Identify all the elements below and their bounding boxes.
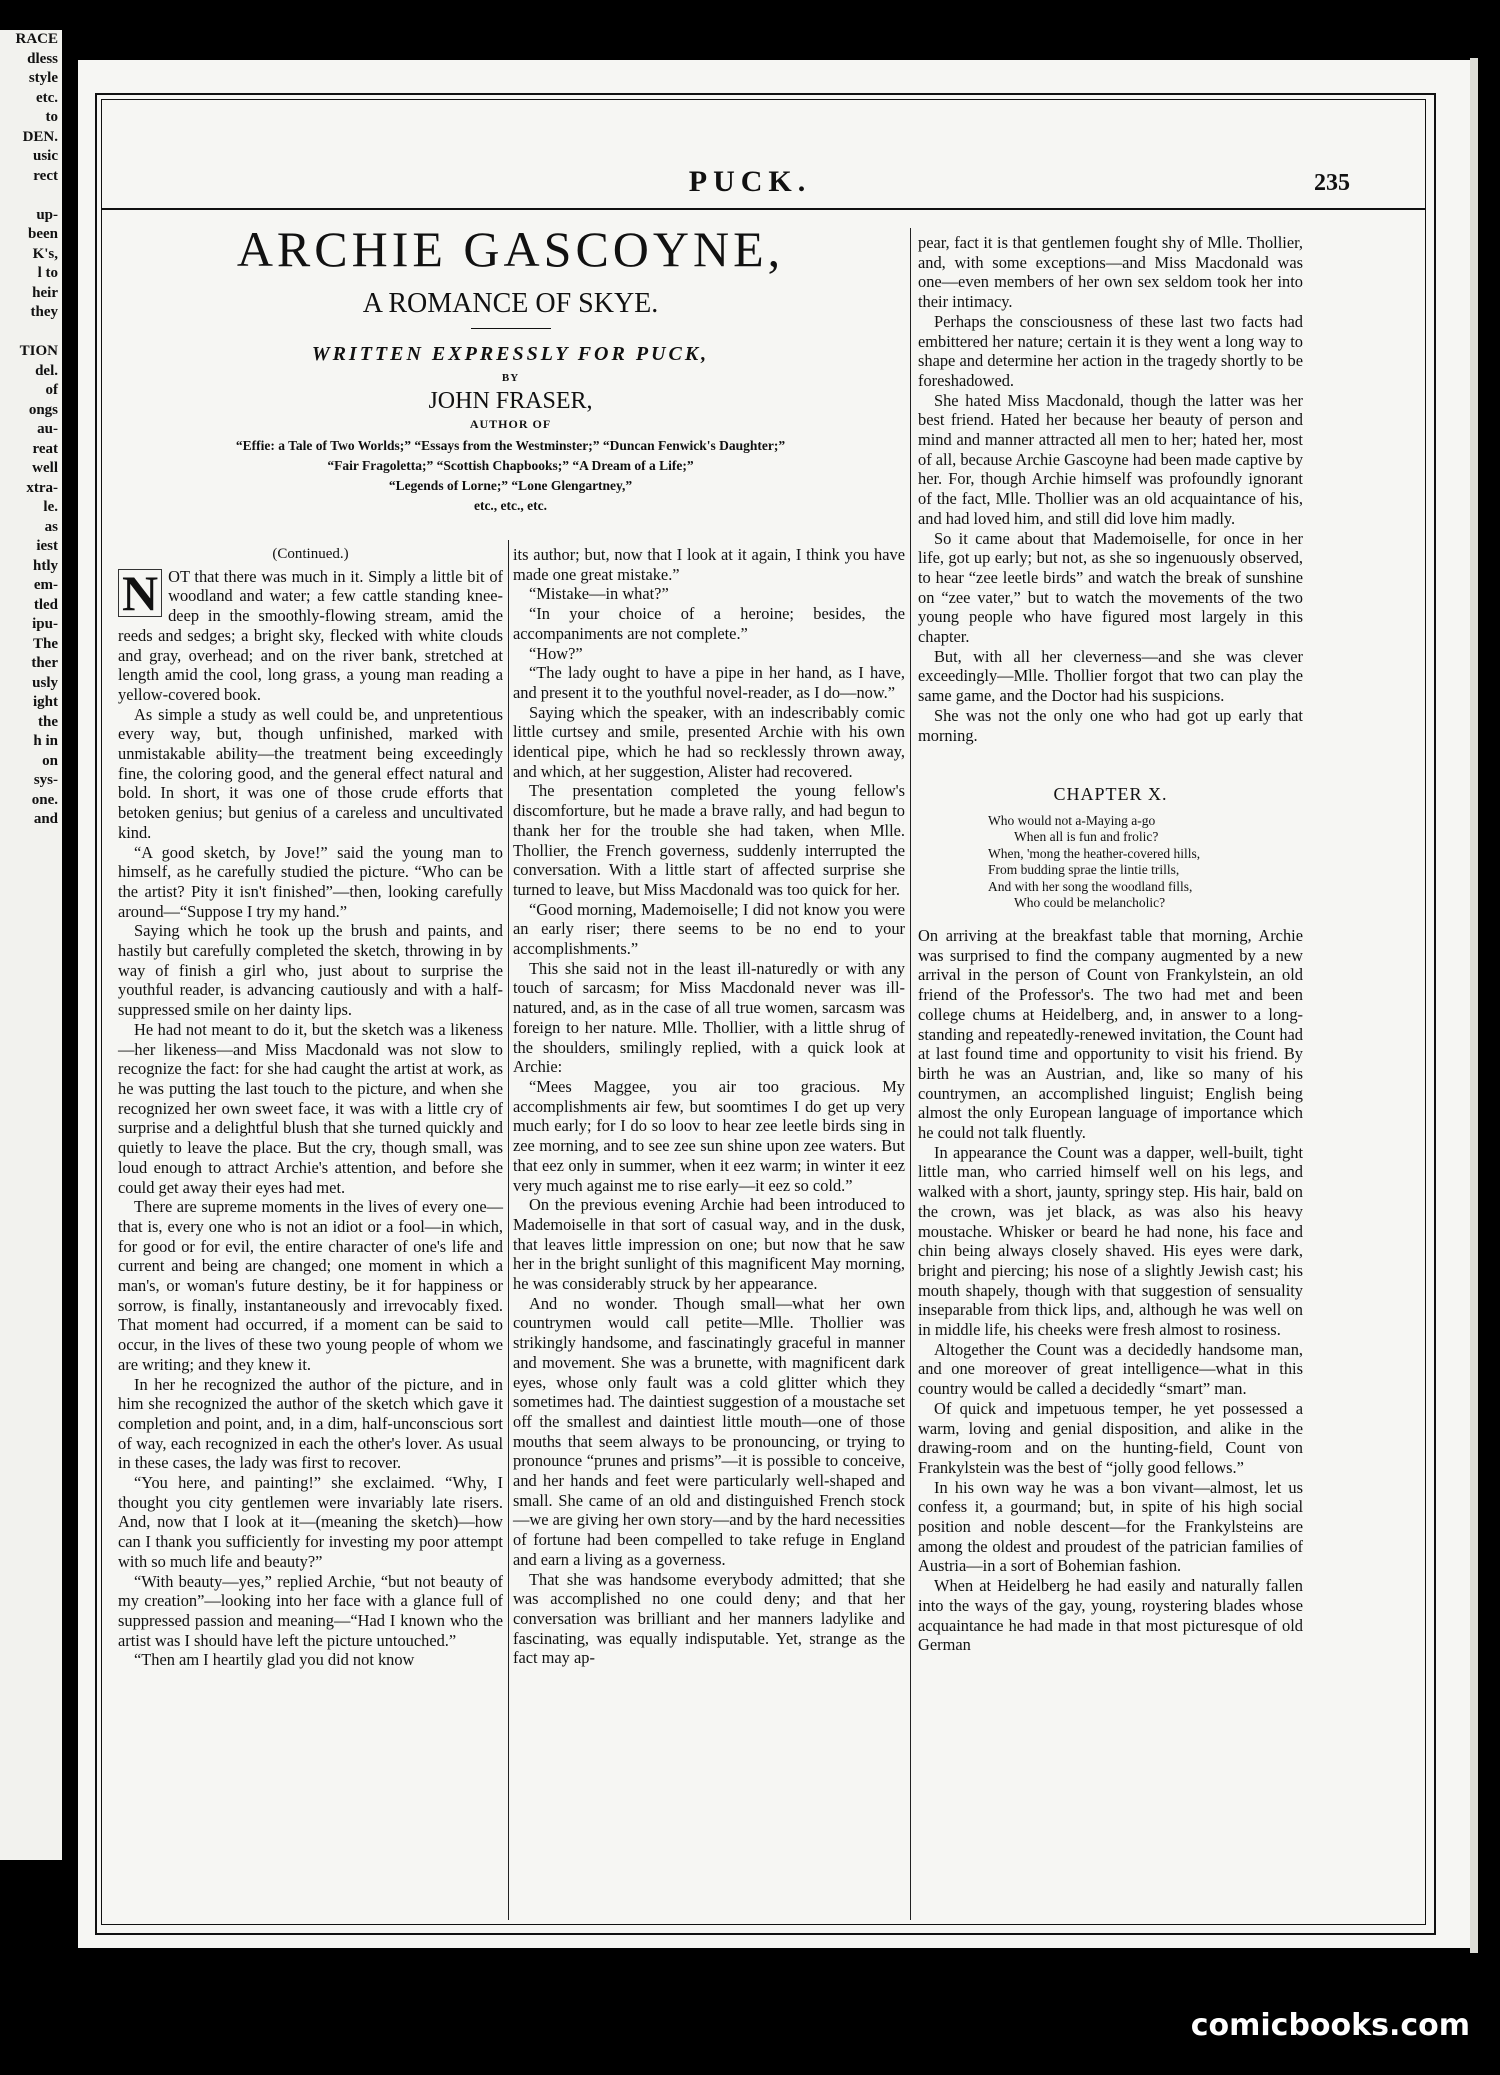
strip-line: htly xyxy=(32,557,58,574)
paragraph: “Mistake—in what?” xyxy=(529,584,669,604)
strip-line: heir xyxy=(32,284,58,301)
strip-line: on xyxy=(42,752,58,769)
strip-line: of xyxy=(45,382,58,398)
paragraph: She was not the only one who had got up early that morning. xyxy=(918,705,1303,745)
paragraph: “A good sketch, by Jove!” said the young man to himself, as he carefully studied the picture. “Who can be the artist? Pity it isn't finished”—then, looking carefully around—“Suppose I try my hand.” xyxy=(118,842,503,921)
author-works xyxy=(118,436,903,516)
strip-line: usic xyxy=(32,148,58,164)
paragraph: On arriving at the breakfast table that morning, Archie was surprised to find the company augmented by a new arrival in the person of Count von Frankylstein, an old friend of the Professor's. The two had met and been college chums at Heidelberg, and, in answer to a long-standing and repeatedly-renewed invitation, the Count had at last found time and opportunity to visit his friend. By birth he was an Austrian, and, like so many of his countrymen, an accomplished linguist; English being almost the only European language of importance which he could not talk fluently. xyxy=(918,925,1303,1143)
paragraph xyxy=(118,564,503,705)
paragraph: “How?” xyxy=(529,643,583,663)
column-2 xyxy=(513,545,905,1668)
author-of: AUTHOR OF xyxy=(469,417,552,431)
strip-line: etc. xyxy=(35,89,58,106)
strip-line: DEN. xyxy=(22,128,58,145)
strip-line: ight xyxy=(32,694,58,710)
paragraph: This she said not in the least ill-naturedly or with any touch of sarcasm; for Miss Macdonald never was ill-natured, and, as in the case of all true women, sarcasm was foreign to her nature. Mlle. Thollier, with a little shrug of the shoulders, smilingly replied, with a quick look at Archie: xyxy=(513,958,905,1077)
written-for: WRITTEN EXPRESSLY FOR PUCK, xyxy=(311,343,710,365)
article-title: ARCHIE GASCOYNE, xyxy=(236,221,785,277)
strip-line: and xyxy=(33,811,58,827)
strip-line: K's, xyxy=(32,245,58,262)
paragraph: “Then am I heartily glad you did not know xyxy=(134,1650,415,1670)
article-header xyxy=(118,210,903,516)
paragraph: “You here, and painting!” she exclaimed. “Why, I thought you city gentlemen were invariably late risers. And, now that I look at it—(meaning the sketch)—how can I thank you sufficiently for investing my poor attempt with so much life and beauty?” xyxy=(118,1473,503,1571)
paragraph: Saying which the speaker, with an indescribably comic little curtsey and smile, presented Archie with his own identical pipe, which he had so recklessly thrown away, and which, at her suggestion, Alister had recovered. xyxy=(513,702,905,781)
article-subtitle: A ROMANCE OF SKYE. xyxy=(362,288,659,319)
strip-line: ongs xyxy=(28,401,58,418)
paragraph: So it came about that Mademoiselle, for once in her life, got up early; but not, as she so ingenuously observed, to hear “zee leetle birds” and watch the break of sunshine on “zee vater,” but to watch the movements of the two young people who have figured most largely in this chapter. xyxy=(918,528,1303,647)
paragraph: There are supreme moments in the lives of every one—that is, every one who is not an idiot or a fool—in which, for good or for evil, the entire character of one's life and current and being are changed; one moment in which a man's, or woman's future destiny, be it for happiness or sorrow, is finally, instantaneously and irrevocably fixed. That moment had occurred, if a moment can be said to occur, in the lives of these two young people of whom we are writing; and they knew it. xyxy=(118,1197,503,1374)
poem-line: From budding sprae the lintie trills, xyxy=(988,862,1180,878)
strip-line: dless xyxy=(27,50,58,67)
strip-line: well xyxy=(32,460,58,476)
paragraph: The presentation completed the young fellow's discomforture, but he made a brave rally, and had begun to thank her for the trouble she had taken, when Mlle. Thollier, the French governess, suddenly interrupted the conversation. With a little start of affected surprise she turned to leave, but Miss Macdonald was too quick for her. xyxy=(513,781,905,899)
strip-line: usly xyxy=(32,674,58,691)
paragraph: On the previous evening Archie had been introduced to Mademoiselle in that sort of casual way, and in the dusk, that leaves little impression on one; but now that he saw her in the bright sunlight of this magnificent May morning, he was considerably struck by her appearance. xyxy=(513,1195,905,1294)
page-number: 235 xyxy=(1314,170,1350,196)
poem-line: And with her song the woodland fills, xyxy=(988,878,1193,894)
paragraph: In his own way he was a bon vivant—almost, let us confess it, a gourmand; but, in spite of his high social position and noble descent—for the Frankylsteins are among the oldest and proudest of the patrician families of Austria—in a sort of Bohemian fashion. xyxy=(918,1477,1303,1576)
poem-line: Who could be melancholic? xyxy=(1014,895,1166,911)
paragraph: Altogether the Count was a decidedly handsome man, and one moreover of great intelligence—what in this country would be called a decidedly “smart” man. xyxy=(918,1339,1303,1399)
strip-line: au- xyxy=(37,421,58,437)
paragraph: And no wonder. Though small—what her own countrymen would call petite—Mlle. Thollier was strikingly handsome, and fascinatingly graceful in manner and movement. She was a brunette, with magnificent dark eyes, whose only fault was a cold glitter which they sometimes had. The daintiest suggestion of a moustache set off the smallest and daintiest little mouth—one of those mouths that seem always to be pronouncing, or trying to pronounce “prunes and prisms”—it is possible to conceive, and her hands and feet were particularly well-shaped and small. She came of an old and distinguished French stock—we are giving her own story—and by the hard necessities of fortune had been compelled to take refuge in England and earn a living as a governess. xyxy=(513,1293,905,1569)
paragraph: In appearance the Count was a dapper, well-built, tight little man, who carried himself well on his legs, and walked with a short, jaunty, springy step. His hair, bald on the crown, was jet black, as was also his heavy moustache. Whisker or beard he had none, his face and chin being always closely shaved. His eyes were dark, bright and piercing; his nose of a slightly Jewish cast; his mouth shapely, though with that suggestion of sensuality inseparable from thick lips, and, although he was well on in middle life, his cheeks were fresh almost to rosiness. xyxy=(918,1142,1303,1340)
paragraph-text: OT that there was much in it. Simply a little bit of woodland and water; a few cattle standing knee-deep in the smoothly-flowing stream, amid the reeds and sedges; a bright sky, flecked with white clouds and gray, overhead; and on the river bank, stretched at length amid the cool, long grass, a young man reading a yellow-covered book. xyxy=(118,566,503,704)
column-rule xyxy=(508,540,509,1920)
masthead-title: PUCK. xyxy=(688,165,812,198)
continued-label: (Continued.) xyxy=(272,546,349,562)
poem-line: When, 'mong the heather-covered hills, xyxy=(988,845,1201,861)
poem-line: Who would not a-Maying a-go xyxy=(988,812,1156,828)
strip-line: tled xyxy=(33,596,58,613)
author-name: JOHN FRASER, xyxy=(428,388,593,414)
works-line: “Effie: a Tale of Two Worlds;” “Essays from the Westminster;” “Duncan Fenwick's Daughter;” xyxy=(235,438,786,453)
strip-line: up- xyxy=(36,206,58,223)
drop-cap: N xyxy=(118,569,162,617)
works-line: etc., etc., etc. xyxy=(473,498,548,513)
paragraph: That she was handsome everybody admitted; that she was accomplished no one could deny; and that her conversation was brilliant and her manners ladylike and fascinating, was equally indisputable. Yet, strange as the fact may ap- xyxy=(513,1569,905,1668)
column-rule xyxy=(910,228,911,1920)
paragraph: “In your choice of a heroine; besides, the accompaniments are not complete.” xyxy=(513,604,905,643)
paragraph: He had not meant to do it, but the sketch was a likeness—her likeness—and Miss Macdonald was not slow to recognize the fact: for she had caught the artist at work, as he was putting the last touch to the picture, and when she recognized her own sweet face, it was with a little cry of surprise and a delightful blush that she turned quickly and quietly to leave the place. But the cry, though small, was loud enough to attract Archie's attention, and before she could get away their eyes had met. xyxy=(118,1019,503,1197)
strip-line: h in xyxy=(33,733,58,749)
works-line: “Fair Fragoletta;” “Scottish Chapbooks;” “A Dream of a Life;” xyxy=(327,458,694,473)
strip-line: em- xyxy=(33,577,58,593)
strip-line: to xyxy=(45,109,58,125)
poem-line: When all is fun and frolic? xyxy=(1014,829,1159,845)
header-rule xyxy=(471,328,551,329)
paragraph: Perhaps the consciousness of these last two facts had embittered her nature; certain it is they went a long way to shape and determine her action in the tragedy shortly to be foreshadowed. xyxy=(918,311,1303,390)
chapter-heading: CHAPTER X. xyxy=(1053,784,1168,805)
strip-line: xtra- xyxy=(26,479,58,496)
paragraph: Saying which he took up the brush and paints, and hastily but carefully completed the sketch, throwing in by way of finish a girl who, just about to surprise the youthful reader, is advancing cautiously and with a half-suppressed smile on her dainty lips. xyxy=(118,921,503,1020)
paragraph: But, with all her cleverness—and she was clever exceedingly—Mlle. Thollier forgot that two can play the same game, and the Doctor had his suspicions. xyxy=(918,646,1303,706)
by-line: BY xyxy=(501,372,520,384)
page-edge xyxy=(1470,58,1478,1953)
strip-line: ther xyxy=(31,655,58,671)
paragraph: “The lady ought to have a pipe in her hand, as I have, and present it to the youthful novel-reader, as I do—now.” xyxy=(513,663,905,702)
chapter-epigraph xyxy=(988,813,1303,912)
paragraph: its author; but, now that I look at it again, I think you have made one great mistake.” xyxy=(513,545,905,584)
strip-line: rect xyxy=(33,167,58,184)
strip-line: the xyxy=(38,713,58,730)
paragraph: pear, fact it is that gentlemen fought shy of Mlle. Thollier, and, with some exceptions—and Miss Macdonald was one—even members of her own sex seldom took her into their intimacy. xyxy=(918,233,1303,312)
strip-line: le. xyxy=(43,499,58,515)
strip-line: l to xyxy=(37,265,58,281)
column-1 xyxy=(118,545,503,1670)
strip-line: as xyxy=(44,518,58,535)
strip-line: been xyxy=(28,226,58,242)
paragraph: “Good morning, Mademoiselle; I did not know you were an early riser; there seems to be no end to your accomplishments.” xyxy=(513,899,905,959)
paragraph: “Mees Maggee, you air too gracious. My accomplishments air few, but soomtimes I do get up very much early; for I do so loov to hear zee leetle birds sing in zee morning, and to see zee sun shine upon zee waters. But that eez only in summer, when it eez warm; in winter it eez very much against me to rise early—it eez so cold.” xyxy=(513,1076,905,1195)
strip-line: The xyxy=(32,635,58,652)
adjacent-page-strip xyxy=(0,30,62,1860)
strip-line: they xyxy=(30,304,58,320)
paragraph: “With beauty—yes,” replied Archie, “but not beauty of my creation”—looking into her face with a glance full of suppressed passion and meaning—“Had I known who the artist was I should have left the picture untouched.” xyxy=(118,1571,503,1650)
strip-line: TION xyxy=(19,343,58,359)
paragraph: When at Heidelberg he had easily and naturally fallen into the ways of the gay, young, roystering blades whose acquaintance he had made in that most picturesque of old German xyxy=(918,1576,1303,1655)
strip-line: style xyxy=(28,70,58,86)
watermark: comicbooks.com xyxy=(1190,2008,1470,2043)
strip-line xyxy=(0,323,62,343)
works-line: “Legends of Lorne;” “Lone Glengartney,” xyxy=(388,478,633,493)
strip-line: iest xyxy=(36,538,58,554)
strip-line: RACE xyxy=(15,31,58,47)
strip-line: one. xyxy=(31,791,58,808)
strip-line: sys- xyxy=(33,772,58,788)
paragraph: In her he recognized the author of the picture, and in him she recognized the author of the sketch which gave it completion and point, and, in a dim, half-unconscious sort of way, each recognized in each the other's lover. As usual in these cases, the lady was first to recover. xyxy=(118,1374,503,1473)
strip-line: reat xyxy=(32,440,58,457)
strip-line: del. xyxy=(35,362,58,379)
paragraph: Of quick and impetuous temper, he yet possessed a warm, loving and genial disposition, and alike in the drawing-room and on the hunting-field, Count von Frankylstein was the best of “jolly good fellows.” xyxy=(918,1398,1303,1477)
column-3 xyxy=(918,233,1303,1655)
paragraph: She hated Miss Macdonald, though the latter was her best friend. Hated her because her beauty of person and mind and manner attracted all men to her; hated her, most of all, because Archie Gascoyne had been made captive by her. For, though Archie himself was profoundly ignorant of the fact, Mlle. Thollier was an old acquaintance of his, and had loved him, and still did love him madly. xyxy=(918,390,1304,528)
strip-line: ipu- xyxy=(32,616,58,632)
paragraph: As simple a study as well could be, and unpretentious every way, but, though unfinished, marked with unmistakable ability—the treatment being exceedingly fine, the coloring good, and the general effect natural and bold. In short, it was one of those crude efforts that betoken genius; but genius of a careless and uncultivated kind. xyxy=(118,704,503,842)
